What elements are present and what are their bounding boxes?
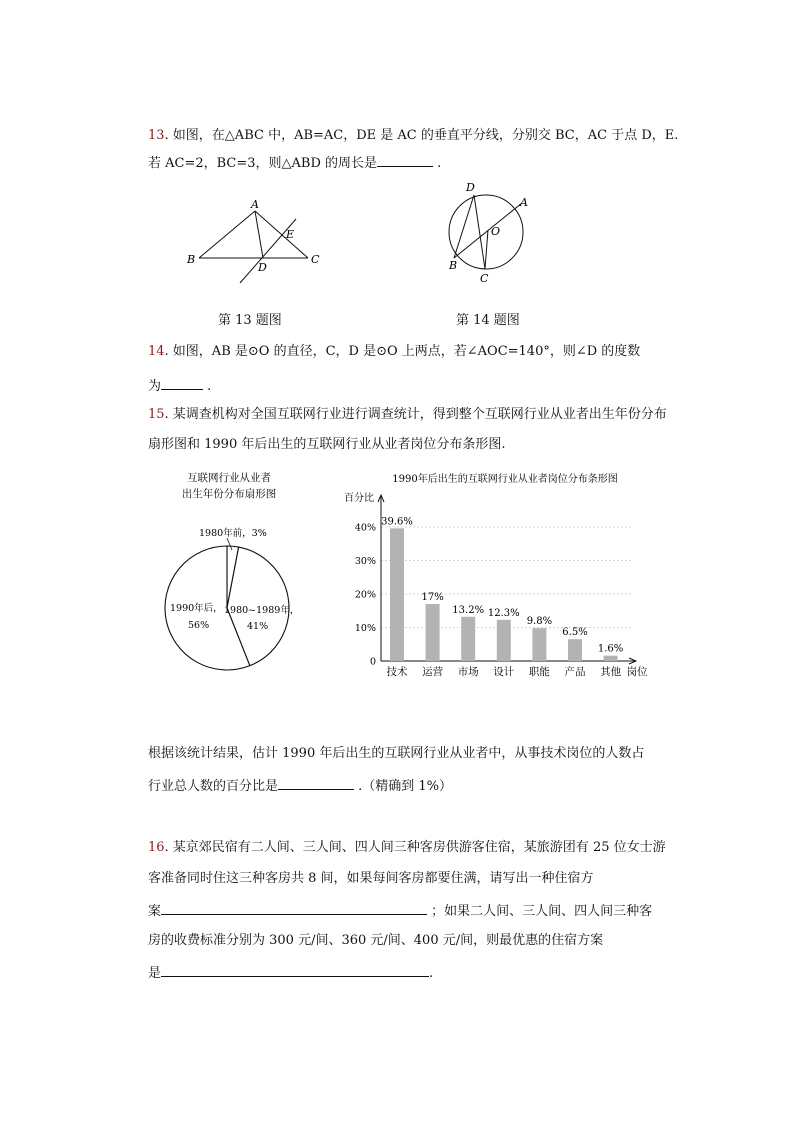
fig14-label-c: C: [480, 272, 489, 285]
figure-14: [440, 178, 540, 288]
fig14-label-b: B: [449, 259, 458, 272]
q15-text1: . 某调查机构对全国互联网行业进行调查统计，得到整个互联网行业从业者出生年份分布: [164, 407, 667, 422]
q15-text3: 根据该统计结果，估计 1990 年后出生的互联网行业从业者中，从事技术岗位的人数占: [148, 746, 645, 761]
fig14-label-d: D: [466, 181, 475, 194]
fig14-caption: 第 14 题图: [456, 313, 520, 328]
q16-line3: [148, 901, 652, 921]
pie-label-after-1990-line1: 1990年后，: [170, 603, 223, 614]
bar-category-label: 运营: [422, 666, 444, 678]
bar-chart-xlabel: 岗位: [626, 666, 648, 678]
q16-text5: 是: [148, 966, 162, 981]
figure-13: [180, 190, 330, 290]
q16-text3-end: ；如果二人间、三人间、四人间三种客: [427, 904, 653, 919]
pie-label-1980-1989-line1: 1980~1989年，: [224, 605, 300, 616]
q13-text2: 若 AC=2，BC=3，则△ABD 的周长是: [148, 156, 378, 171]
bar-category-label: 市场: [457, 666, 479, 678]
q15-number: 15: [148, 407, 165, 422]
bar-7: [604, 656, 618, 661]
bar-ytick-label: 40%: [354, 522, 376, 534]
pie-chart-title: 互联网行业从业者: [187, 472, 271, 484]
q14-line2: [148, 376, 211, 396]
bar-ytick-label: 0: [369, 656, 376, 668]
q13-line1: [148, 127, 678, 145]
bar-value-label: 9.8%: [526, 616, 553, 628]
q13-text2-end: .: [433, 156, 442, 171]
q16-number: 16: [148, 840, 165, 855]
bar-value-label: 17%: [421, 592, 444, 604]
bar-value-label: 39.6%: [381, 516, 413, 528]
bar-ytick-label: 10%: [354, 623, 376, 634]
bar-6: [568, 639, 582, 661]
bar-ytick-label: 20%: [354, 589, 376, 601]
fig14-label-a: A: [520, 196, 528, 209]
q13-line2: [148, 153, 441, 173]
bar-3: [461, 617, 475, 661]
q14-line1: [148, 343, 640, 361]
pie-label-after-1990-line2: 56%: [188, 620, 210, 631]
q14-text1: . 如图，AB 是⊙O 的直径，C，D 是⊙O 上两点，若∠AOC=140°，则∠D 的度数: [164, 344, 641, 359]
q15-text4-end: .（精确到 1%）: [354, 779, 453, 794]
fig13-caption: 第 13 题图: [218, 313, 282, 328]
q13-number: 13: [148, 128, 165, 143]
q13-text1: . 如图，在△ABC 中，AB=AC，DE 是 AC 的垂直平分线，分别交 BC，AC 于点 D，E.: [164, 128, 679, 143]
q16-line1: [148, 839, 666, 857]
q14-text2-end: .: [203, 379, 212, 394]
bar-chart-ylabel: 百分比: [344, 493, 374, 504]
bar-value-label: 13.2%: [452, 604, 485, 616]
q16-text5-end: .: [429, 966, 434, 981]
segment-ad: [255, 211, 263, 258]
chord-dc: [474, 195, 485, 269]
pie-chart-subtitle: 出生年份分布扇形图: [181, 488, 277, 500]
q15-line4: [148, 776, 452, 796]
bar-chart: [335, 466, 660, 681]
q16-line4: [148, 932, 603, 950]
bar-value-label: 6.5%: [562, 627, 588, 639]
bar-value-label: 12.3%: [487, 607, 520, 619]
bar-category-label: 其他: [600, 666, 622, 678]
q16-text1: . 某京郊民宿有二人间、三人间、四人间三种客房供游客住宿，某旅游团有 25 位女士游: [164, 840, 666, 855]
chord-db: [454, 195, 474, 258]
q15-line1: [148, 406, 667, 424]
bar-value-label: 1.6%: [597, 643, 624, 655]
q15-text2: 扇形图和 1990 年后出生的互联网行业从业者岗位分布条形图.: [148, 437, 506, 452]
q14-text2: 为: [148, 379, 162, 394]
bar-category-label: 技术: [386, 666, 408, 678]
q16-line2: [148, 870, 594, 888]
q16-text4: 房的收费标准分别为 300 元/间、360 元/间、400 元/间，则最优惠的住宿方案: [148, 933, 604, 948]
q15-text4: 行业总人数的百分比是: [148, 779, 279, 794]
pie-chart: [155, 466, 325, 681]
fig14-label-o: O: [491, 225, 501, 238]
radius-oc: [485, 230, 488, 269]
q15-line2: [148, 436, 505, 454]
bar-ytick-label: 30%: [354, 556, 376, 567]
q16-answer-blank-1[interactable]: [161, 901, 427, 915]
bar-2: [426, 604, 440, 661]
q16-text2: 客准备同时住这三种客房共 8 间，如果每间客房都要住满，请写出一种住宿方: [148, 871, 594, 886]
pie-label-before-1980: 1980年前，3%: [199, 528, 267, 539]
fig13-label-c: C: [311, 253, 320, 266]
bar-category-label: 设计: [493, 666, 515, 678]
fig13-label-e: E: [286, 228, 295, 241]
segment-ac: [255, 211, 308, 258]
bar-5: [532, 628, 546, 661]
bar-chart-title: 1990年后出生的互联网行业从业者岗位分布条形图: [392, 474, 618, 485]
segment-ab: [199, 211, 255, 258]
bar-category-label: 职能: [528, 666, 550, 678]
bar-4: [497, 620, 511, 661]
bar-1: [390, 528, 404, 661]
q15-line3: [148, 745, 644, 763]
q15-answer-blank[interactable]: [278, 776, 354, 790]
fig13-label-b: B: [187, 253, 196, 266]
bar-category-label: 产品: [564, 666, 586, 678]
pie-label-1980-1989-line2: 41%: [247, 621, 269, 632]
fig13-label-d: D: [258, 261, 267, 274]
q14-answer-blank[interactable]: [161, 376, 203, 390]
q16-line5: [148, 963, 433, 983]
q14-number: 14: [148, 344, 165, 359]
q13-answer-blank[interactable]: [377, 153, 433, 167]
fig13-label-a: A: [251, 198, 259, 211]
q16-text3: 案: [148, 904, 162, 919]
q16-answer-blank-2[interactable]: [161, 963, 429, 977]
